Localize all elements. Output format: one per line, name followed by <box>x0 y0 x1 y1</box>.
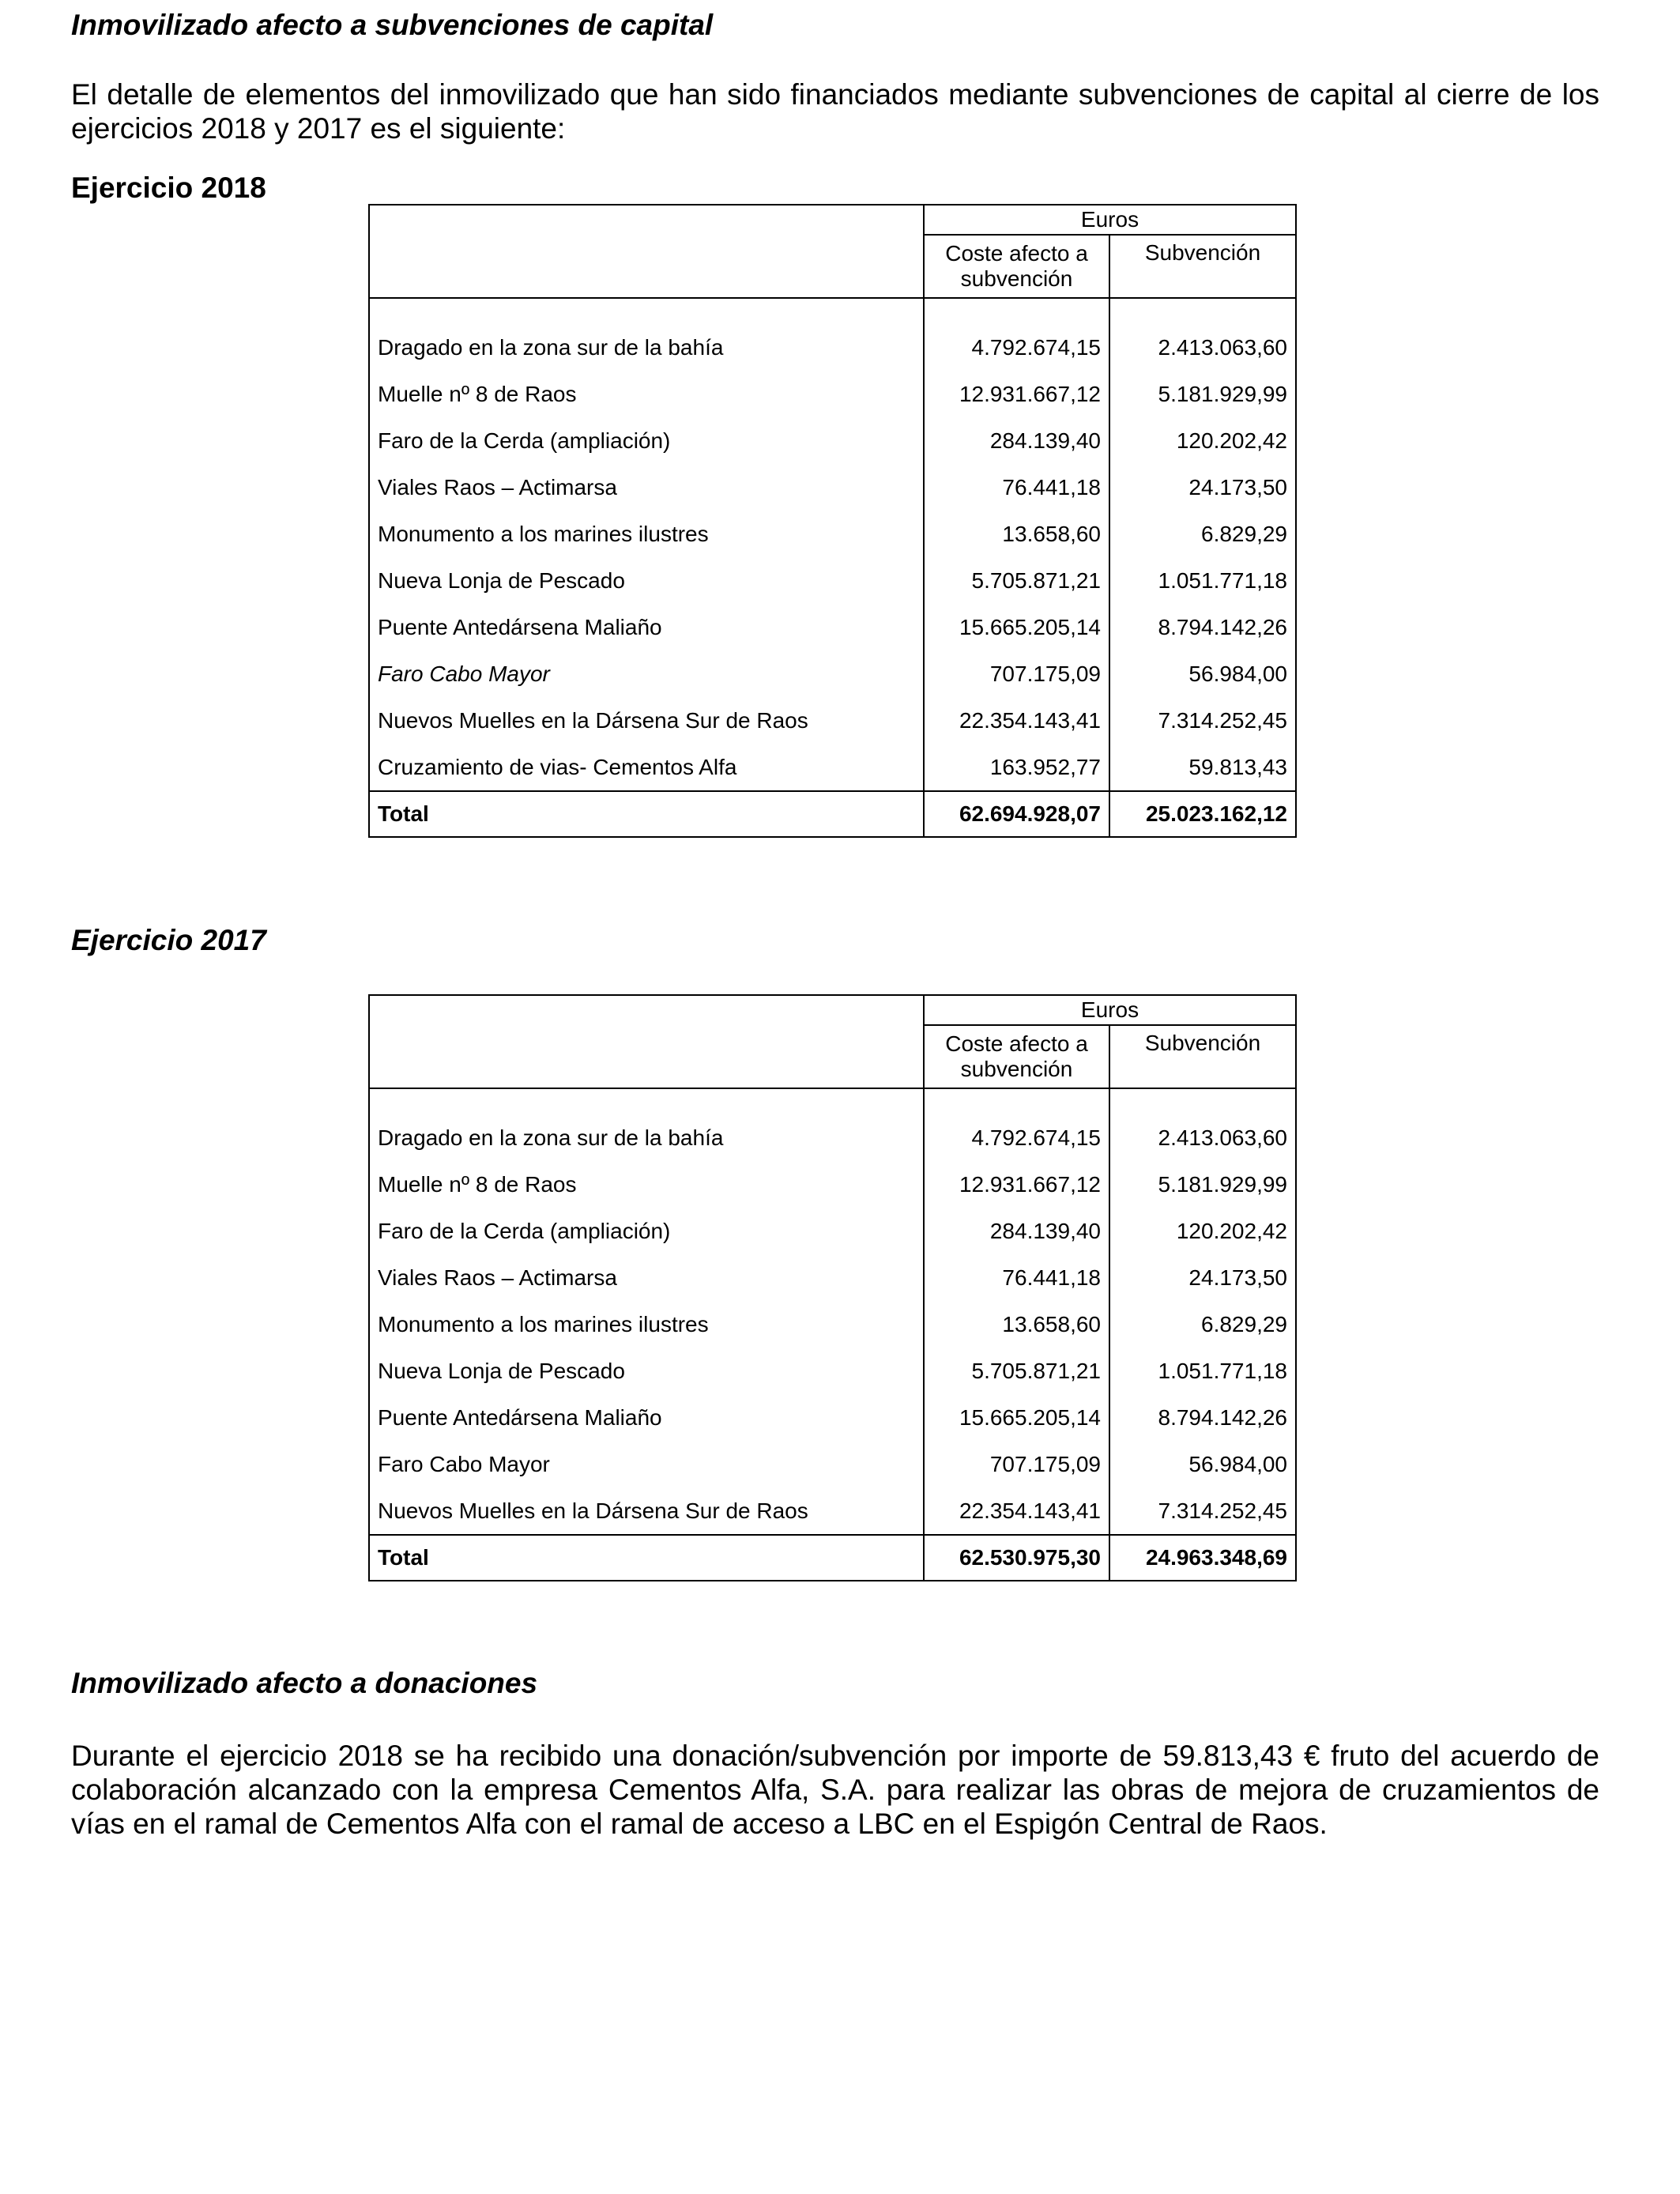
row-subsidy: 7.314.252,45 <box>1109 697 1296 744</box>
row-cost: 13.658,60 <box>924 1301 1109 1348</box>
row-label: Monumento a los marines ilustres <box>369 511 924 557</box>
total-label: Total <box>369 791 924 837</box>
caption-ejercicio-2018: Ejercicio 2018 <box>71 172 266 204</box>
row-label: Nuevos Muelles en la Dársena Sur de Raos <box>369 697 924 744</box>
row-cost: 12.931.667,12 <box>924 1161 1109 1208</box>
section-title-donaciones: Inmovilizado afecto a donaciones <box>71 1667 538 1699</box>
row-label: Faro Cabo Mayor <box>369 1441 924 1487</box>
row-cost: 5.705.871,21 <box>924 557 1109 604</box>
table-row <box>369 464 1296 511</box>
header-subvencion: Subvención <box>1109 235 1296 298</box>
table-row <box>369 604 1296 650</box>
table-row <box>369 1114 1296 1161</box>
row-label: Puente Antedársena Maliaño <box>369 1394 924 1441</box>
row-label: Nueva Lonja de Pescado <box>369 557 924 604</box>
intro-paragraph: El detalle de elementos del inmovilizado que han sido financiados mediante subvenciones de capital al cierre de los ejercicios 2018 y 2017 es el siguiente: <box>71 78 1599 145</box>
row-subsidy: 120.202,42 <box>1109 1208 1296 1254</box>
row-cost: 4.792.674,15 <box>924 324 1109 371</box>
row-subsidy: 6.829,29 <box>1109 511 1296 557</box>
table-row <box>369 1348 1296 1394</box>
header-euros: Euros <box>924 205 1296 235</box>
table-row <box>369 650 1296 697</box>
row-cost: 15.665.205,14 <box>924 604 1109 650</box>
row-label: Dragado en la zona sur de la bahía <box>369 324 924 371</box>
table-row <box>369 1208 1296 1254</box>
donaciones-paragraph: Durante el ejercicio 2018 se ha recibido una donación/subvención por importe de 59.813,43 € fruto del acuerdo de colaboración alcanzado con la empresa Cementos Alfa, S.A. para realizar las obras de mejora de cruzamientos de vías en el ramal de Cementos Alfa con el ramal de acceso a LBC en el Espigón Central de Raos. <box>71 1740 1599 1840</box>
row-subsidy: 5.181.929,99 <box>1109 371 1296 417</box>
row-cost: 15.665.205,14 <box>924 1394 1109 1441</box>
row-subsidy: 1.051.771,18 <box>1109 557 1296 604</box>
row-cost: 284.139,40 <box>924 1208 1109 1254</box>
row-subsidy: 2.413.063,60 <box>1109 324 1296 371</box>
row-label: Cruzamiento de vias- Cementos Alfa <box>369 744 924 791</box>
table-row <box>369 1254 1296 1301</box>
table-row <box>369 324 1296 371</box>
row-subsidy: 7.314.252,45 <box>1109 1487 1296 1535</box>
row-subsidy: 6.829,29 <box>1109 1301 1296 1348</box>
row-cost: 13.658,60 <box>924 511 1109 557</box>
total-label: Total <box>369 1535 924 1581</box>
header-coste-afecto: Coste afecto a subvención <box>924 235 1109 298</box>
table-2018-rows <box>369 324 1296 791</box>
row-cost: 12.931.667,12 <box>924 371 1109 417</box>
section-title-subvenciones: Inmovilizado afecto a subvenciones de capital <box>71 9 714 41</box>
row-cost: 4.792.674,15 <box>924 1114 1109 1161</box>
table-row <box>369 1301 1296 1348</box>
table-row <box>369 1487 1296 1535</box>
total-cost: 62.530.975,30 <box>924 1535 1109 1581</box>
row-subsidy: 24.173,50 <box>1109 1254 1296 1301</box>
total-cost: 62.694.928,07 <box>924 791 1109 837</box>
row-label: Viales Raos – Actimarsa <box>369 1254 924 1301</box>
row-cost: 22.354.143,41 <box>924 1487 1109 1535</box>
row-cost: 707.175,09 <box>924 1441 1109 1487</box>
total-subsidy: 25.023.162,12 <box>1109 791 1296 837</box>
table-row <box>369 511 1296 557</box>
table-row <box>369 557 1296 604</box>
row-cost: 707.175,09 <box>924 650 1109 697</box>
row-subsidy: 2.413.063,60 <box>1109 1114 1296 1161</box>
row-subsidy: 8.794.142,26 <box>1109 604 1296 650</box>
table-row <box>369 697 1296 744</box>
row-subsidy: 24.173,50 <box>1109 464 1296 511</box>
row-cost: 284.139,40 <box>924 417 1109 464</box>
table-ejercicio-2018 <box>368 204 1297 838</box>
table-row <box>369 1394 1296 1441</box>
row-subsidy: 120.202,42 <box>1109 417 1296 464</box>
header-euros: Euros <box>924 995 1296 1025</box>
row-cost: 76.441,18 <box>924 464 1109 511</box>
row-label: Viales Raos – Actimarsa <box>369 464 924 511</box>
row-label: Nuevos Muelles en la Dársena Sur de Raos <box>369 1487 924 1535</box>
row-subsidy: 1.051.771,18 <box>1109 1348 1296 1394</box>
total-subsidy: 24.963.348,69 <box>1109 1535 1296 1581</box>
row-label: Faro de la Cerda (ampliación) <box>369 1208 924 1254</box>
table-2017-rows <box>369 1114 1296 1535</box>
row-label: Muelle nº 8 de Raos <box>369 371 924 417</box>
row-label: Nueva Lonja de Pescado <box>369 1348 924 1394</box>
row-subsidy: 5.181.929,99 <box>1109 1161 1296 1208</box>
table-row <box>369 417 1296 464</box>
row-label: Faro Cabo Mayor <box>369 650 924 697</box>
table-row <box>369 371 1296 417</box>
row-label: Muelle nº 8 de Raos <box>369 1161 924 1208</box>
header-coste-afecto: Coste afecto a subvención <box>924 1025 1109 1088</box>
row-subsidy: 56.984,00 <box>1109 1441 1296 1487</box>
table-row <box>369 744 1296 791</box>
row-label: Faro de la Cerda (ampliación) <box>369 417 924 464</box>
table-ejercicio-2017 <box>368 994 1297 1581</box>
row-subsidy: 8.794.142,26 <box>1109 1394 1296 1441</box>
row-cost: 76.441,18 <box>924 1254 1109 1301</box>
row-cost: 5.705.871,21 <box>924 1348 1109 1394</box>
header-subvencion: Subvención <box>1109 1025 1296 1088</box>
caption-ejercicio-2017: Ejercicio 2017 <box>71 924 266 956</box>
row-label: Puente Antedársena Maliaño <box>369 604 924 650</box>
row-cost: 163.952,77 <box>924 744 1109 791</box>
table-row <box>369 1161 1296 1208</box>
table-row <box>369 1441 1296 1487</box>
row-subsidy: 56.984,00 <box>1109 650 1296 697</box>
row-label: Monumento a los marines ilustres <box>369 1301 924 1348</box>
row-subsidy: 59.813,43 <box>1109 744 1296 791</box>
row-label: Dragado en la zona sur de la bahía <box>369 1114 924 1161</box>
row-cost: 22.354.143,41 <box>924 697 1109 744</box>
